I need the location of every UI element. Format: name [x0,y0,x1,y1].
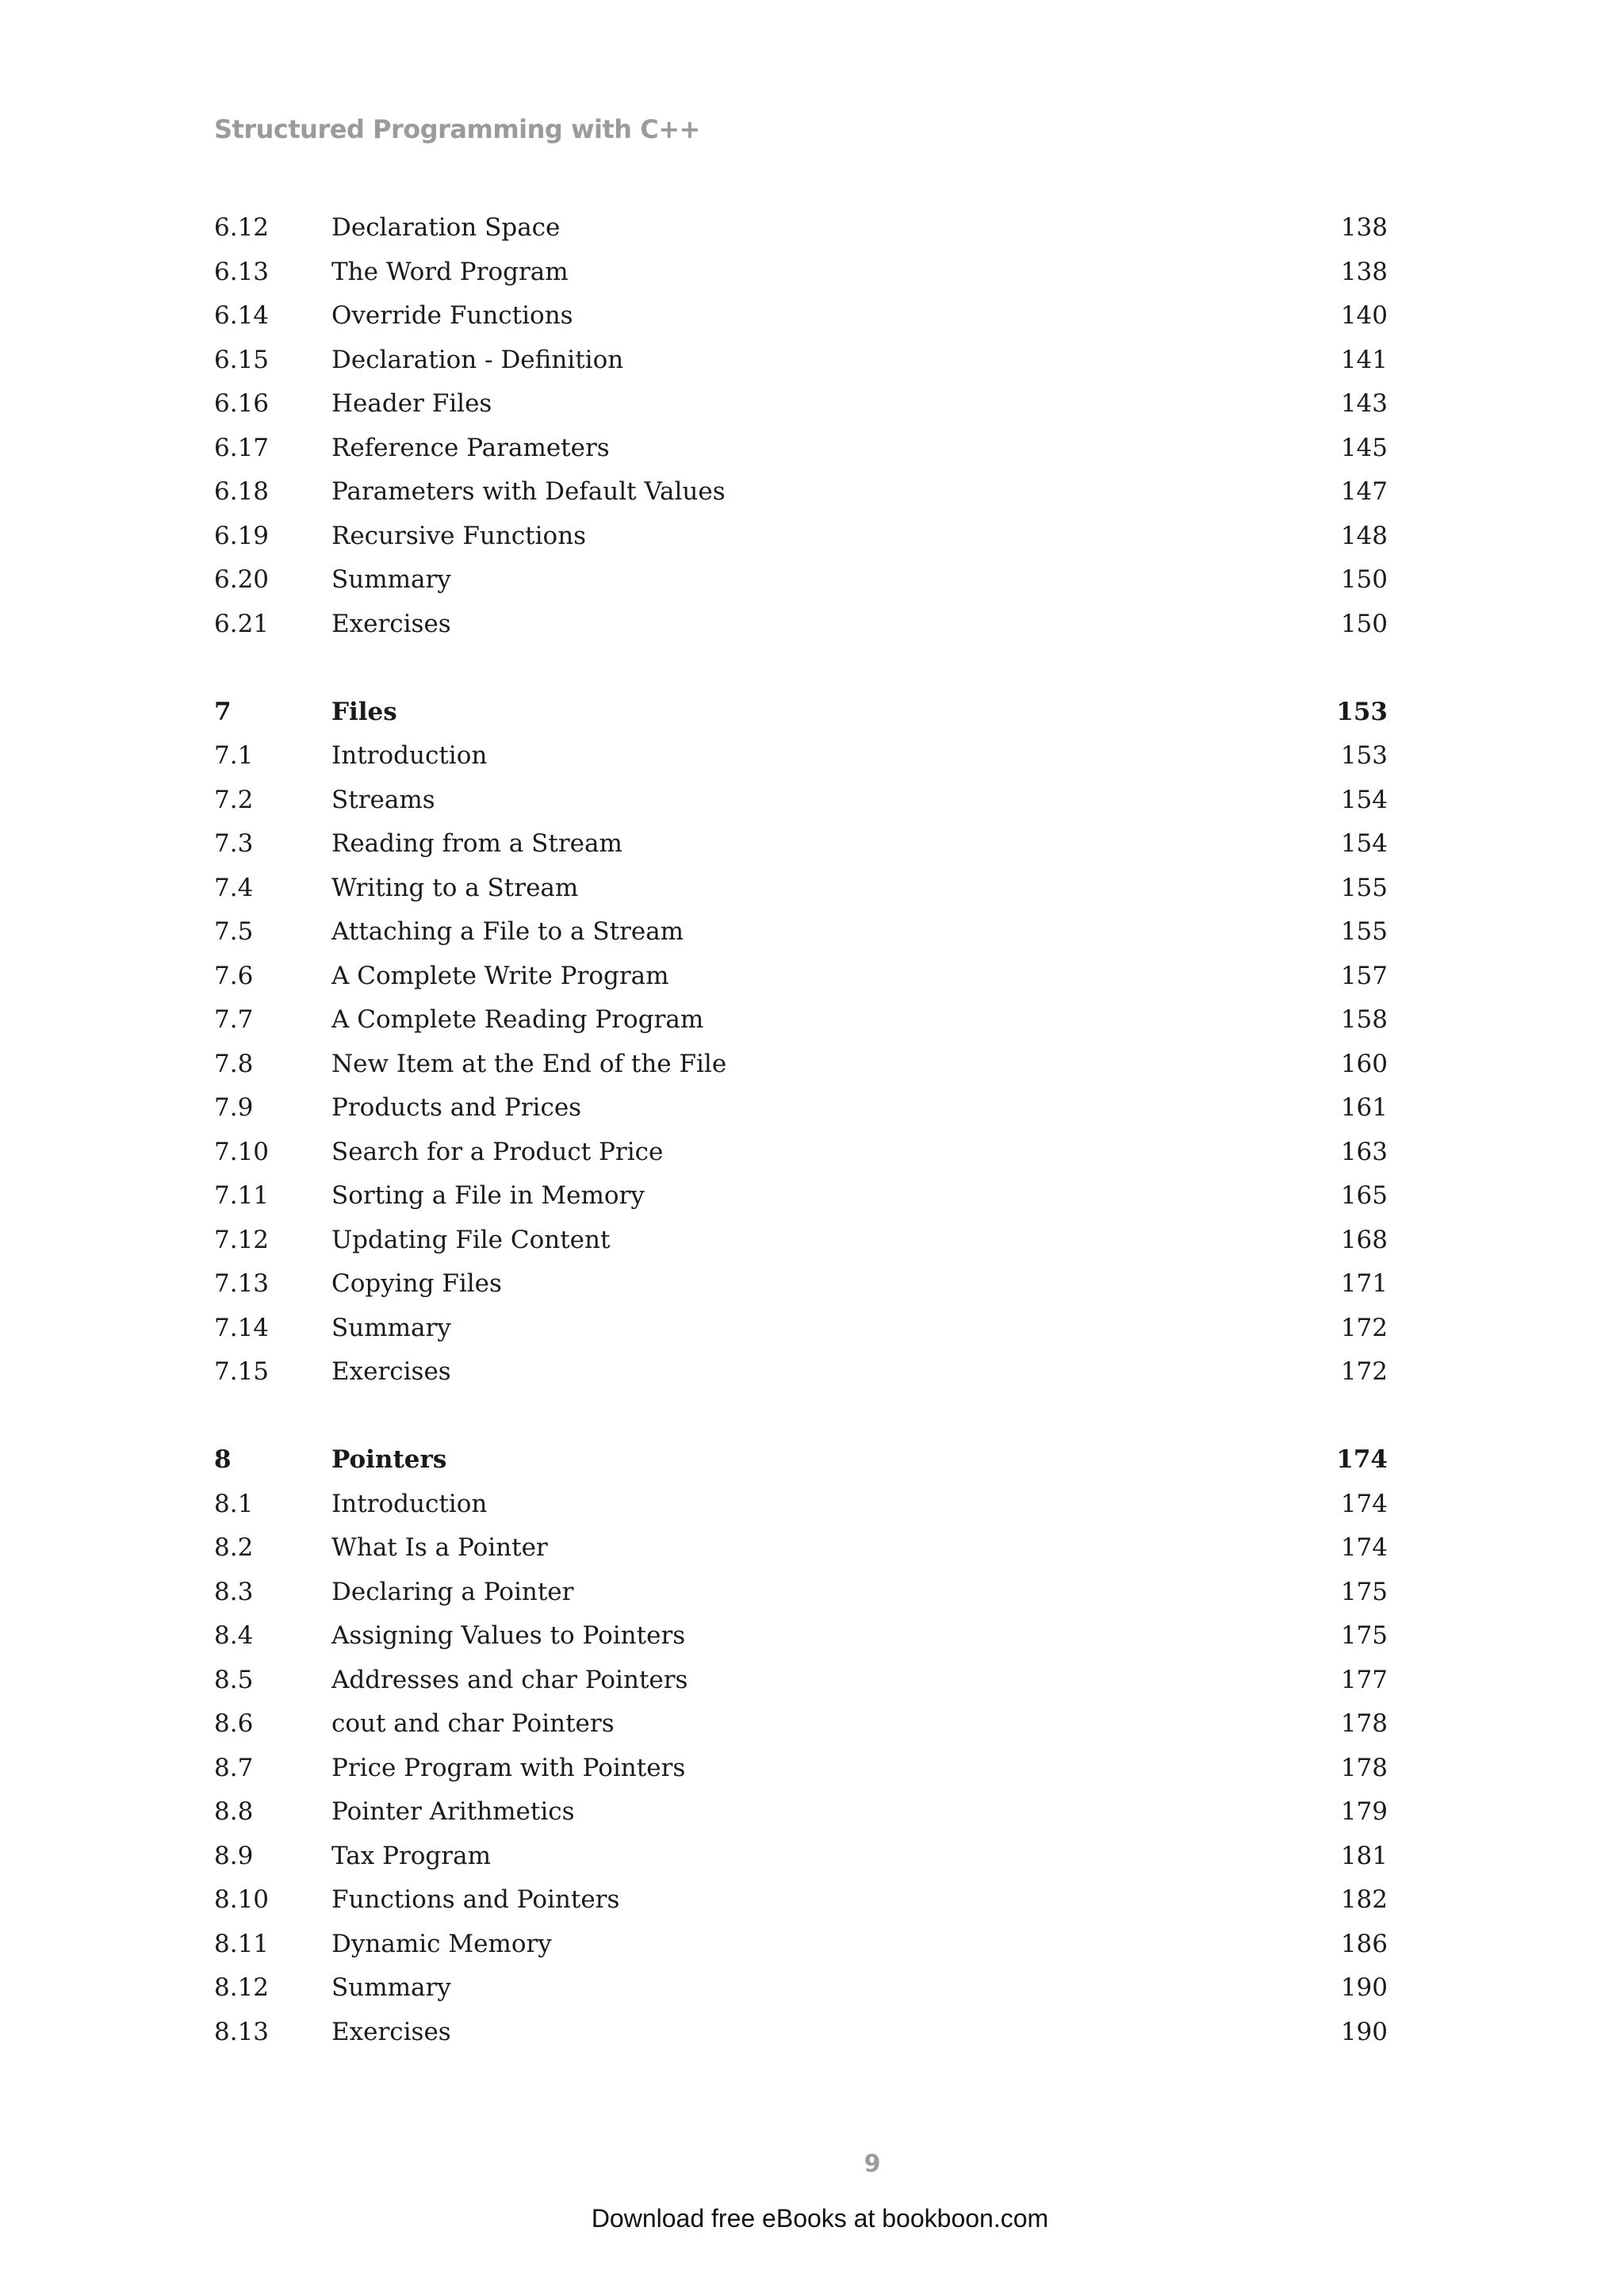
toc-entry-row [214,603,1388,647]
toc-entry-page: 147 [1340,477,1388,506]
toc-entry-number: 6.18 [214,477,270,506]
toc-entry-number: 7.15 [214,1357,270,1386]
toc-entry-row [214,2011,1388,2055]
toc-entry-title: Search for a Product Price [331,1137,664,1166]
toc-entry-number: 6.17 [214,433,270,462]
toc-entry-page: 160 [1340,1049,1388,1078]
toc-entry-row [214,1526,1388,1571]
toc-entry-page: 174 [1336,1445,1388,1474]
toc-entry-title: Pointer Arithmetics [331,1797,575,1826]
toc-entry-page: 143 [1340,389,1388,418]
toc-entry-row [214,998,1388,1043]
toc-entry-row [214,1174,1388,1219]
toc-entry-title: Summary [331,565,451,594]
toc-entry-row [214,470,1388,515]
toc-entry-row [214,1923,1388,1967]
toc-entry-number: 8.4 [214,1621,254,1650]
toc-entry-number: 7.12 [214,1225,270,1254]
toc-entry-title: Header Files [331,389,492,418]
table-of-contents [214,206,1388,2054]
toc-entry-number: 8.13 [214,2017,270,2046]
toc-entry-number: 8.11 [214,1929,270,1958]
toc-entry-row [214,1790,1388,1835]
toc-entry-number: 6.15 [214,345,270,374]
toc-entry-title: Declaration - Definition [331,345,624,374]
toc-entry-title: Price Program with Pointers [331,1753,686,1782]
toc-entry-number: 8.1 [214,1489,254,1518]
toc-entry-page: 141 [1340,345,1388,374]
toc-entry-row [214,955,1388,999]
toc-entry-row [214,206,1388,251]
toc-entry-number: 8.9 [214,1841,254,1870]
toc-entry-title: Functions and Pointers [331,1885,620,1914]
toc-entry-title: Introduction [331,741,488,770]
toc-entry-title: Dynamic Memory [331,1929,552,1958]
toc-entry-page: 179 [1340,1797,1388,1826]
toc-entry-number: 7 [214,697,232,726]
toc-entry-title: Declaration Space [331,213,561,242]
toc-entry-number: 8.5 [214,1665,254,1694]
toc-entry-page: 154 [1340,785,1388,814]
toc-entry-row [214,910,1388,955]
toc-entry-number: 7.8 [214,1049,254,1078]
toc-entry-row [214,1219,1388,1263]
toc-entry-row [214,1571,1388,1615]
toc-entry-page: 145 [1340,433,1388,462]
toc-entry-page: 190 [1340,2017,1388,2046]
toc-entry-title: cout and char Pointers [331,1709,615,1738]
toc-entry-page: 154 [1340,829,1388,858]
toc-entry-title: Reference Parameters [331,433,610,462]
page-number: 9 [864,2150,881,2178]
toc-entry-title: Exercises [331,2017,451,2046]
toc-entry-row [214,251,1388,295]
toc-entry-number: 7.5 [214,917,254,946]
toc-entry-row [214,1086,1388,1131]
toc-entry-page: 172 [1340,1313,1388,1342]
toc-entry-page: 157 [1340,961,1388,990]
toc-entry-page: 178 [1340,1709,1388,1738]
toc-entry-page: 163 [1340,1137,1388,1166]
toc-entry-title: The Word Program [331,257,569,286]
toc-entry-page: 138 [1340,257,1388,286]
toc-entry-row [214,1614,1388,1659]
toc-entry-number: 6.13 [214,257,270,286]
toc-entry-title: What Is a Pointer [331,1533,548,1562]
toc-entry-number: 8.12 [214,1973,270,2002]
toc-entry-page: 165 [1340,1181,1388,1210]
running-header: Structured Programming with C++ [214,114,700,144]
toc-entry-page: 158 [1340,1005,1388,1034]
toc-entry-number: 8.2 [214,1533,254,1562]
toc-entry-page: 150 [1340,565,1388,594]
toc-entry-row [214,1966,1388,2011]
toc-entry-title: Attaching a File to a Stream [331,917,684,946]
toc-entry-row [214,822,1388,867]
toc-chapter-row [214,1438,1388,1483]
toc-entry-number: 7.4 [214,873,254,902]
toc-entry-page: 186 [1340,1929,1388,1958]
toc-entry-title: Summary [331,1313,451,1342]
toc-entry-number: 7.10 [214,1137,270,1166]
toc-entry-page: 140 [1340,301,1388,330]
toc-entry-page: 182 [1340,1885,1388,1914]
section-gap [214,1395,1388,1439]
toc-entry-title: Exercises [331,1357,451,1386]
toc-entry-number: 6.21 [214,609,270,638]
toc-entry-page: 174 [1340,1489,1388,1518]
toc-entry-row [214,1307,1388,1351]
toc-entry-number: 6.20 [214,565,270,594]
toc-entry-number: 8.7 [214,1753,254,1782]
toc-entry-title: Copying Files [331,1269,502,1298]
toc-entry-number: 7.11 [214,1181,270,1210]
toc-entry-title: Addresses and char Pointers [331,1665,688,1694]
toc-entry-page: 153 [1336,697,1388,726]
toc-entry-row [214,1835,1388,1879]
toc-entry-title: Summary [331,1973,451,2002]
toc-entry-row [214,294,1388,339]
toc-entry-title: Exercises [331,609,451,638]
toc-entry-row [214,779,1388,823]
toc-entry-row [214,515,1388,559]
toc-entry-title: A Complete Write Program [331,961,669,990]
toc-entry-page: 153 [1340,741,1388,770]
toc-entry-page: 161 [1340,1093,1388,1122]
toc-entry-number: 7.6 [214,961,254,990]
toc-entry-page: 155 [1340,917,1388,946]
toc-entry-number: 7.9 [214,1093,254,1122]
toc-entry-row [214,1747,1388,1791]
section-gap [214,646,1388,691]
toc-entry-page: 171 [1340,1269,1388,1298]
toc-entry-title: Declaring a Pointer [331,1577,574,1606]
toc-entry-number: 7.3 [214,829,254,858]
toc-entry-title: Reading from a Stream [331,829,622,858]
toc-entry-page: 155 [1340,873,1388,902]
toc-entry-title: Introduction [331,1489,488,1518]
toc-entry-row [214,1659,1388,1703]
toc-entry-number: 8.6 [214,1709,254,1738]
toc-entry-row [214,339,1388,383]
toc-entry-title: Recursive Functions [331,521,587,550]
toc-entry-row [214,382,1388,427]
toc-entry-page: 148 [1340,521,1388,550]
toc-entry-title: Products and Prices [331,1093,582,1122]
toc-entry-title: Pointers [331,1445,447,1474]
toc-entry-page: 174 [1340,1533,1388,1562]
toc-entry-row [214,867,1388,911]
toc-entry-row [214,1702,1388,1747]
toc-entry-title: Updating File Content [331,1225,611,1254]
toc-entry-title: A Complete Reading Program [331,1005,704,1034]
toc-entry-page: 190 [1340,1973,1388,2002]
toc-entry-title: Assigning Values to Pointers [331,1621,686,1650]
toc-entry-row [214,558,1388,603]
bookboon-download-link[interactable]: Download free eBooks at bookboon.com [591,2204,1049,2233]
toc-entry-page: 181 [1340,1841,1388,1870]
toc-entry-page: 150 [1340,609,1388,638]
toc-entry-page: 168 [1340,1225,1388,1254]
toc-entry-number: 7.7 [214,1005,254,1034]
toc-entry-page: 177 [1340,1665,1388,1694]
toc-entry-page: 178 [1340,1753,1388,1782]
toc-entry-page: 175 [1340,1577,1388,1606]
toc-entry-number: 7.1 [214,741,254,770]
toc-entry-title: Override Functions [331,301,573,330]
toc-entry-title: New Item at the End of the File [331,1049,727,1078]
toc-entry-title: Streams [331,785,435,814]
toc-entry-number: 6.12 [214,213,270,242]
toc-chapter-row [214,691,1388,735]
toc-entry-page: 138 [1340,213,1388,242]
toc-entry-row [214,427,1388,471]
toc-entry-number: 7.13 [214,1269,270,1298]
toc-entry-number: 6.16 [214,389,270,418]
toc-entry-number: 8.3 [214,1577,254,1606]
toc-entry-row [214,1262,1388,1307]
toc-entry-number: 7.14 [214,1313,270,1342]
toc-entry-row [214,1043,1388,1087]
toc-entry-page: 175 [1340,1621,1388,1650]
toc-entry-number: 6.14 [214,301,270,330]
toc-entry-row [214,734,1388,779]
toc-entry-title: Sorting a File in Memory [331,1181,645,1210]
toc-entry-title: Tax Program [331,1841,491,1870]
toc-entry-title: Writing to a Stream [331,873,579,902]
toc-entry-row [214,1350,1388,1395]
toc-entry-number: 8 [214,1445,232,1474]
toc-entry-title: Parameters with Default Values [331,477,726,506]
toc-entry-row [214,1878,1388,1923]
toc-entry-number: 7.2 [214,785,254,814]
toc-entry-number: 8.10 [214,1885,270,1914]
toc-entry-title: Files [331,697,397,726]
toc-entry-number: 8.8 [214,1797,254,1826]
toc-entry-row [214,1483,1388,1527]
toc-entry-number: 6.19 [214,521,270,550]
toc-entry-row [214,1131,1388,1175]
toc-entry-page: 172 [1340,1357,1388,1386]
